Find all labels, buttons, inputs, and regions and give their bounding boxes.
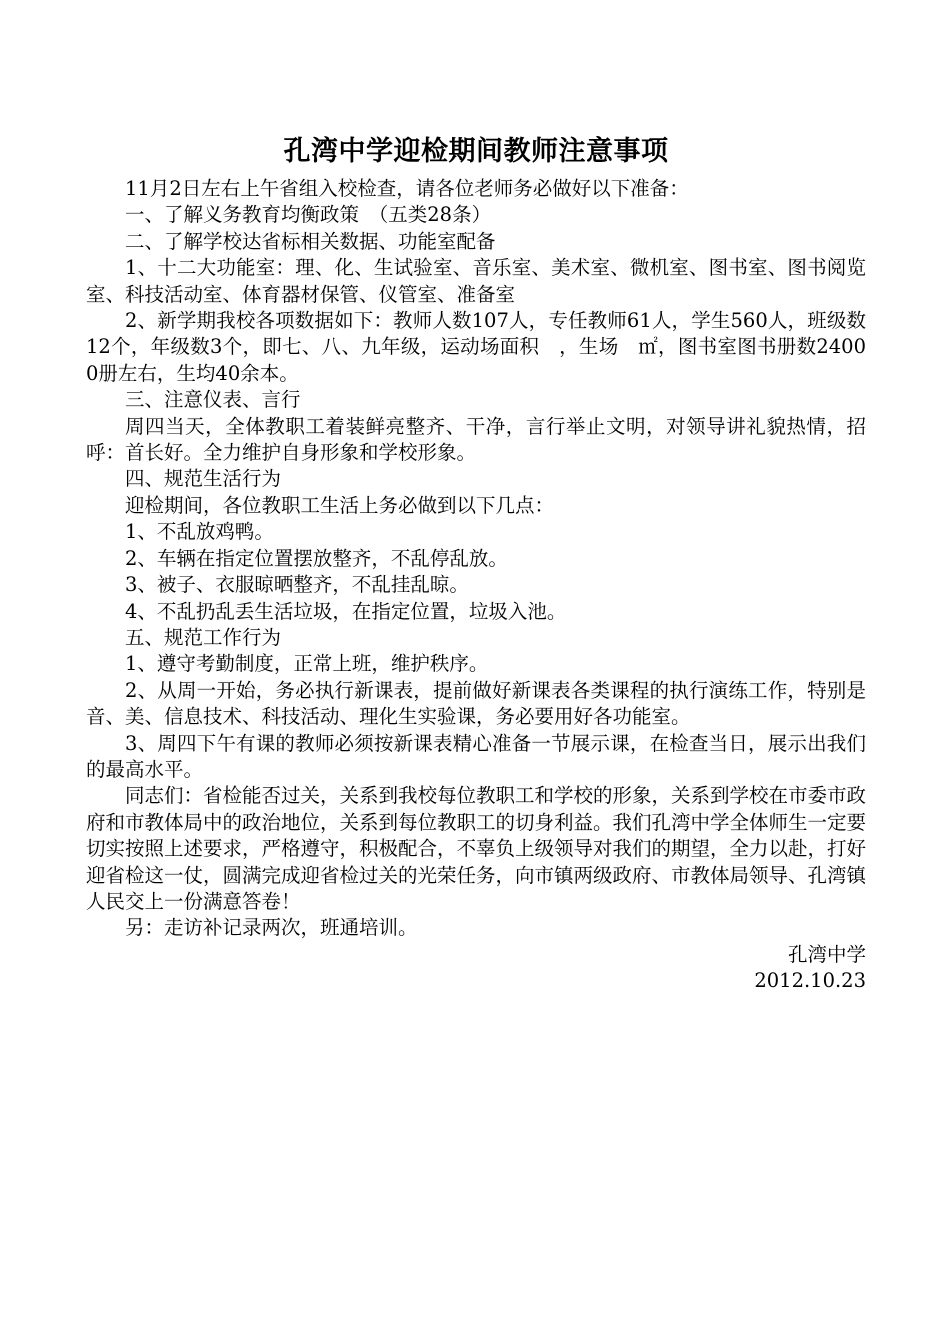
paragraph-note: 另：走访补记录两次，班通培训。 [125,916,418,940]
paragraph-intro: 11月2日左右上午省组入校检查，请各位老师务必做好以下准备： [125,177,689,200]
paragraph-function-rooms: 1、十二大功能室：理、化、生试验室、音乐室、美术室、微机室、图书室、图书阅览室、科技活动室、体育器材保管、仪管室、准备室 [86,256,866,306]
paragraph-closing: 同志们：省检能否过关，关系到我校每位教职工和学校的形象，关系到学校在市委市政府和市教体局中的政治地位，关系到每位教职工的切身利益。我们孔湾中学全体师生一定要切实按照上述要求，严格遵守，积极配合，不辜负上级领导对我们的期望，全力以赴，打好迎省检这一仗，圆满完成迎省检过关的光荣任务，向市镇两级政府、市教体局领导、孔湾镇人民交上一份满意答卷！ [86,784,867,913]
paragraph-living-1: 1、不乱放鸡鸭。 [125,520,274,544]
document-body [86,176,866,942]
paragraph-school-data: 2、新学期我校各项数据如下：教师人数107人，专任教师61人，学生560人，班级数12个，年级数3个，即七、八、九年级，运动场面积 ，生场 ㎡，图书室图书册数24000册左右，生均40余本。 [86,309,866,385]
paragraph-section-2: 二、了解学校达省标相关数据、功能室配备 [125,229,496,253]
paragraph-work-3: 3、周四下午有课的教师必须按新课表精心准备一节展示课，在检查当日，展示出我们的最高水平。 [86,731,866,781]
paragraph-living-3: 3、被子、衣服晾晒整齐，不乱挂乱晾。 [125,573,469,597]
paragraph-appearance: 周四当天，全体教职工着装鲜亮整齐、干净，言行举止文明，对领导讲礼貌热情，招呼：首长好。全力维护自身形象和学校形象。 [86,414,866,465]
paragraph-work-2: 2、从周一开始，务必执行新课表，提前做好新课表各类课程的执行演练工作，特别是音、美、信息技术、科技活动、理化生实验课，务必要用好各功能室。 [86,678,866,729]
paragraph-section-4: 四、规范生活行为 [125,467,282,491]
signature-date: 2012.10.23 [754,969,866,993]
document-page [86,128,866,995]
paragraph-section-1: 一、了解义务教育均衡政策 （五类28条） [125,203,492,227]
document-title: 孔湾中学迎检期间教师注意事项 [283,136,669,167]
signature-org: 孔湾中学 [787,942,866,966]
paragraph-section-5: 五、规范工作行为 [125,625,282,649]
paragraph-living-4: 4、不乱扔乱丢生活垃圾，在指定位置，垃圾入池。 [125,599,567,623]
paragraph-work-1: 1、遵守考勤制度，正常上班，维护秩序。 [125,652,489,676]
paragraph-living-intro: 迎检期间，各位教职工生活上务必做到以下几点： [125,493,555,517]
paragraph-section-3: 三、注意仪表、言行 [125,388,301,412]
paragraph-living-2: 2、车辆在指定位置摆放整齐，不乱停乱放。 [125,546,508,570]
